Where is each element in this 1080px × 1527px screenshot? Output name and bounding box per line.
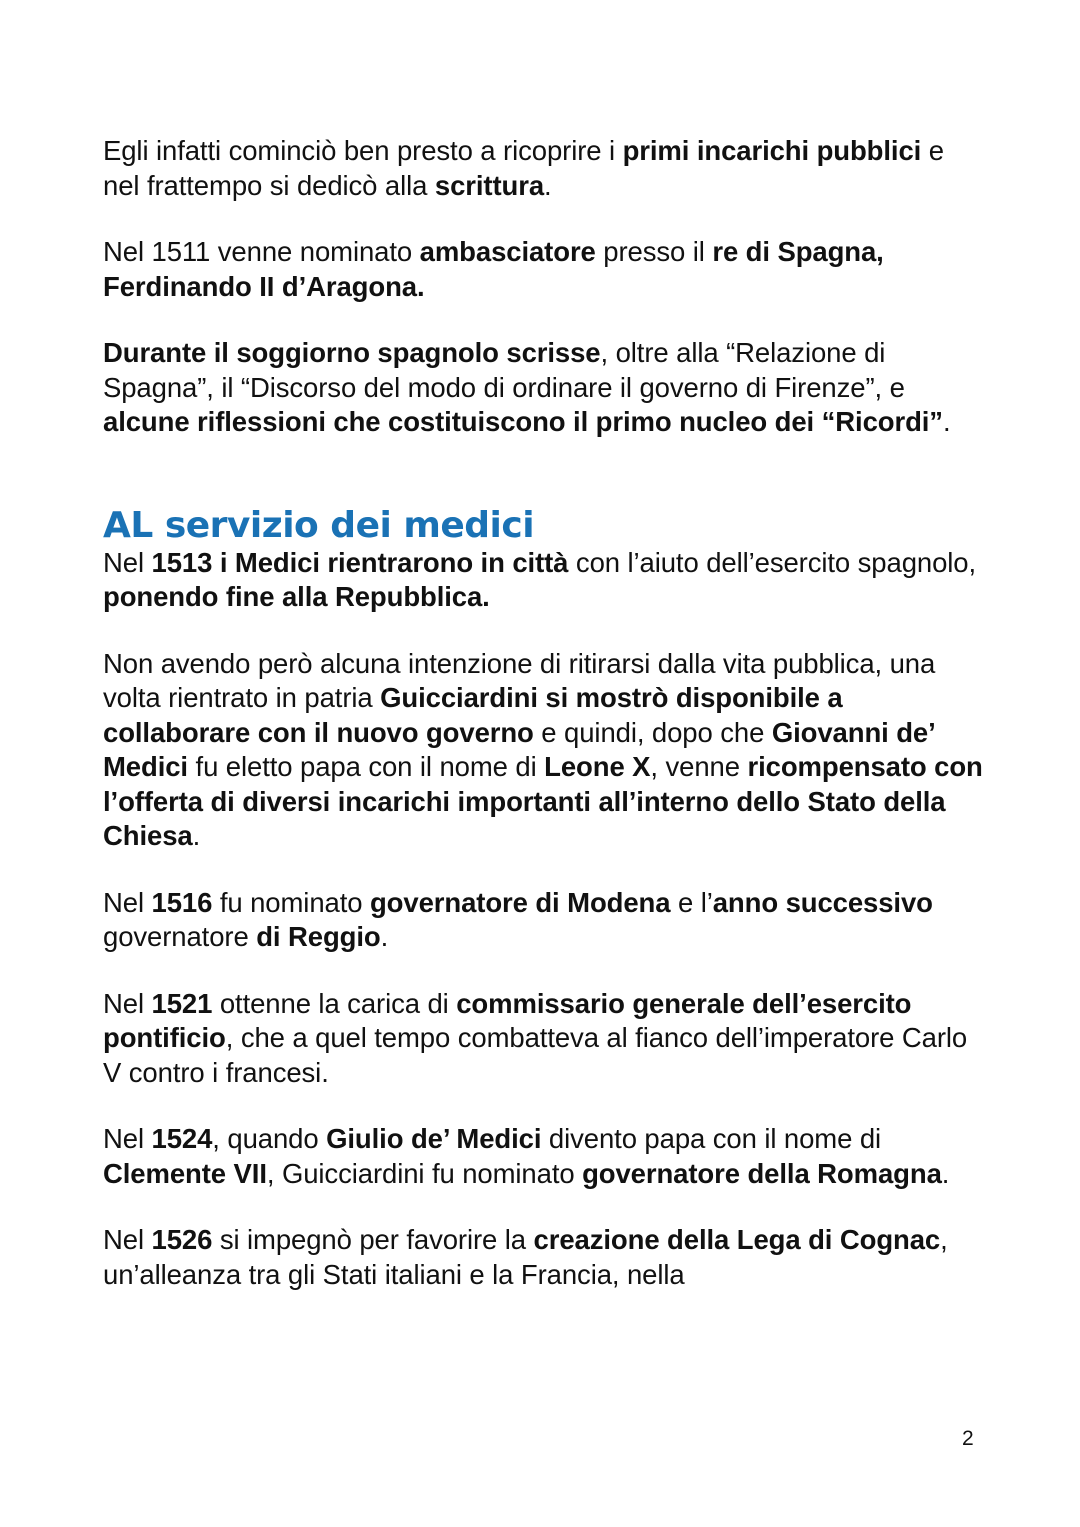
text: presso il [595, 236, 713, 267]
intro-section [103, 134, 983, 440]
paragraph [103, 1223, 983, 1292]
text: Nel [103, 546, 152, 578]
text: ottenne la carica di [212, 987, 457, 1019]
paragraph [103, 235, 983, 304]
text: , venne [650, 751, 748, 782]
paragraph [103, 987, 983, 1091]
bold-text: 1516 [151, 886, 213, 918]
bold-text: Leone X [544, 751, 651, 782]
bold-text: 1526 [151, 1224, 213, 1255]
text: Nel [103, 1123, 152, 1154]
text: con l’aiuto dell’esercito spagnolo, [568, 546, 977, 578]
section-heading: AL servizio dei medici [103, 504, 535, 546]
text: Nel [103, 886, 152, 918]
text: . [380, 921, 389, 952]
text: Nel [103, 987, 152, 1019]
text: e nel frattempo si dedicò alla [103, 135, 944, 201]
text: . [941, 1157, 950, 1189]
bold-text: governatore della Romagna [582, 1157, 942, 1189]
bold-text: creazione della Lega di Cognac [533, 1224, 941, 1255]
paragraph [103, 1122, 983, 1191]
paragraph [103, 134, 983, 203]
page-number: 2 [962, 1427, 974, 1450]
text: governatore [103, 921, 257, 952]
text: , oltre alla “Relazione di Spagna”, il “Discorso del modo di ordinare il governo di Firenze”, e [103, 337, 905, 403]
paragraph [103, 647, 983, 854]
text: Egli infatti cominciò ben presto a ricoprire i [103, 135, 623, 166]
text: , Guicciardini fu nominato [266, 1157, 583, 1189]
bold-text: ambasciatore [419, 236, 596, 267]
text: , che a quel tempo combatteva al fianco dell’imperatore Carlo V contro i francesi. [103, 1022, 968, 1088]
paragraph [103, 886, 983, 955]
document-page [103, 134, 983, 1324]
bold-text: ponendo fine alla Repubblica. [103, 581, 490, 612]
text: Nel [103, 1224, 152, 1255]
text: Non avendo però alcuna intenzione di ritirarsi dalla vita pubblica, una volta rientrato in patria [103, 647, 936, 713]
bold-text: Giulio de’ Medici [326, 1123, 542, 1154]
text: si impegnò per favorire la [212, 1224, 534, 1255]
bold-text: re di Spagna, Ferdinando II d’Aragona. [103, 236, 884, 302]
text: . [192, 820, 201, 851]
bold-text: Clemente VII [103, 1157, 267, 1189]
paragraph [103, 546, 983, 615]
bold-text: scrittura [434, 169, 545, 201]
bold-text: Giovanni de’ Medici [103, 716, 935, 782]
bold-text: 1524 [151, 1123, 213, 1154]
text: fu nominato [212, 886, 370, 918]
bold-text: 1521 [151, 987, 213, 1019]
text: fu eletto papa con il nome di [187, 751, 545, 782]
text: , un’alleanza tra gli Stati italiani e la Francia, nella [103, 1224, 948, 1290]
bold-text: governatore di Modena [369, 886, 671, 918]
bold-text: Durante il soggiorno spagnolo scrisse [103, 337, 601, 368]
section-body [103, 546, 983, 1293]
bold-text: alcune riflessioni che costituiscono il primo nucleo dei “Ricordi” [103, 406, 943, 437]
text: e quindi, dopo che [533, 716, 772, 748]
text: e l’ [670, 886, 713, 918]
text: . [942, 406, 951, 437]
text: Nel 1511 venne nominato [103, 236, 420, 267]
text: , quando [212, 1123, 327, 1154]
bold-text: commissario generale dell’esercito pontificio [103, 987, 912, 1053]
bold-text: anno successivo [712, 886, 933, 918]
bold-text: di Reggio [256, 921, 381, 952]
bold-text: ricompensato con l’offerta di diversi incarichi importanti all’interno dello Stato della Chiesa [103, 751, 983, 851]
bold-text: Guicciardini si mostrò disponibile a collaborare con il nuovo governo [103, 682, 843, 748]
bold-text: primi incarichi pubblici [622, 135, 922, 166]
text: . [544, 169, 552, 201]
text: divento papa con il nome di [541, 1123, 882, 1154]
bold-text: 1513 i Medici rientrarono in città [151, 546, 569, 578]
paragraph [103, 336, 983, 440]
